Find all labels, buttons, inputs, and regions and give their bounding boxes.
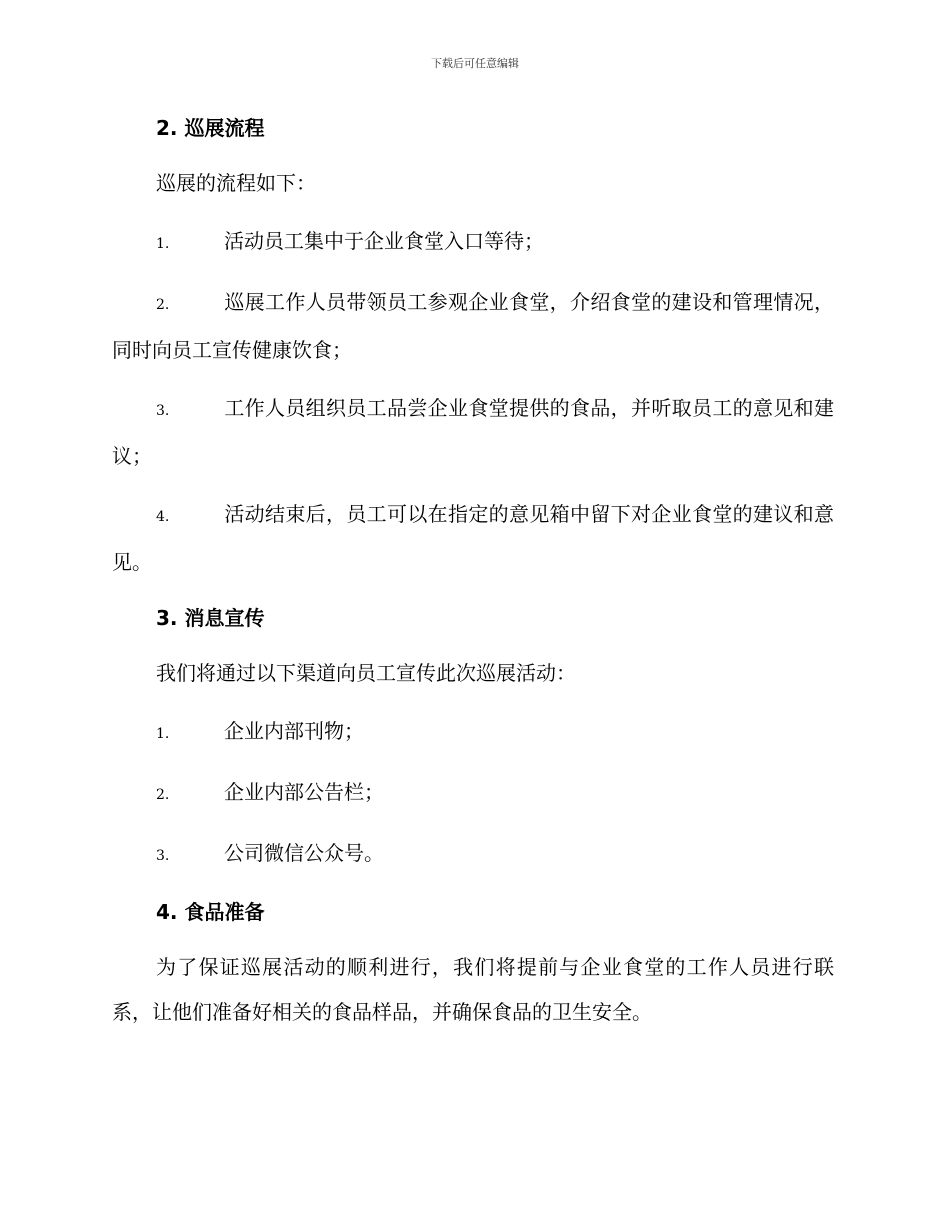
list-number: 1. (156, 726, 170, 742)
section-intro: 为了保证巡展活动的顺利进行，我们将提前与企业食堂的工作人员进行联系，让他们准备好相关的食品样品，并确保食品的卫生安全。 (112, 955, 834, 1024)
list-text: 工作人员组织员工品尝企业食堂提供的食品，并听取员工的意见和建议； (112, 396, 834, 468)
list-number: 2. (156, 297, 170, 313)
section-intro: 巡展的流程如下： (156, 171, 316, 195)
list-item (112, 219, 834, 267)
section-heading: 4. 食品准备 (156, 900, 265, 924)
section-publicity (112, 598, 834, 879)
list-text: 巡展工作人员带领员工参观企业食堂，介绍食堂的建设和管理情况，同时向员工宣传健康饮食； (112, 290, 834, 362)
section-heading: 3. 消息宣传 (156, 606, 265, 630)
list-number: 3. (156, 403, 170, 419)
section-intro: 我们将通过以下渠道向员工宣传此次巡展活动： (156, 661, 576, 685)
list-text: 公司微信公众号。 (224, 841, 384, 865)
list-item (112, 831, 834, 879)
list-text: 活动结束后，员工可以在指定的意见箱中留下对企业食堂的建议和意见。 (112, 502, 834, 574)
section-heading: 2. 巡展流程 (156, 116, 265, 140)
list-item (112, 709, 834, 757)
header-note: 下载后可任意编辑 (431, 57, 519, 70)
section-process (112, 108, 834, 585)
list-text: 企业内部刊物； (224, 719, 364, 743)
list-number: 4. (156, 509, 170, 525)
list-text: 活动员工集中于企业食堂入口等待； (224, 229, 544, 253)
list-item (112, 770, 834, 818)
list-item (112, 386, 834, 479)
list-number: 1. (156, 236, 170, 252)
document-body (112, 108, 834, 1035)
list-number: 2. (156, 787, 170, 803)
list-text: 企业内部公告栏； (224, 780, 384, 804)
list-number: 3. (156, 848, 170, 864)
list-item (112, 280, 834, 373)
list-item (112, 492, 834, 585)
section-food-prep (112, 892, 834, 1035)
